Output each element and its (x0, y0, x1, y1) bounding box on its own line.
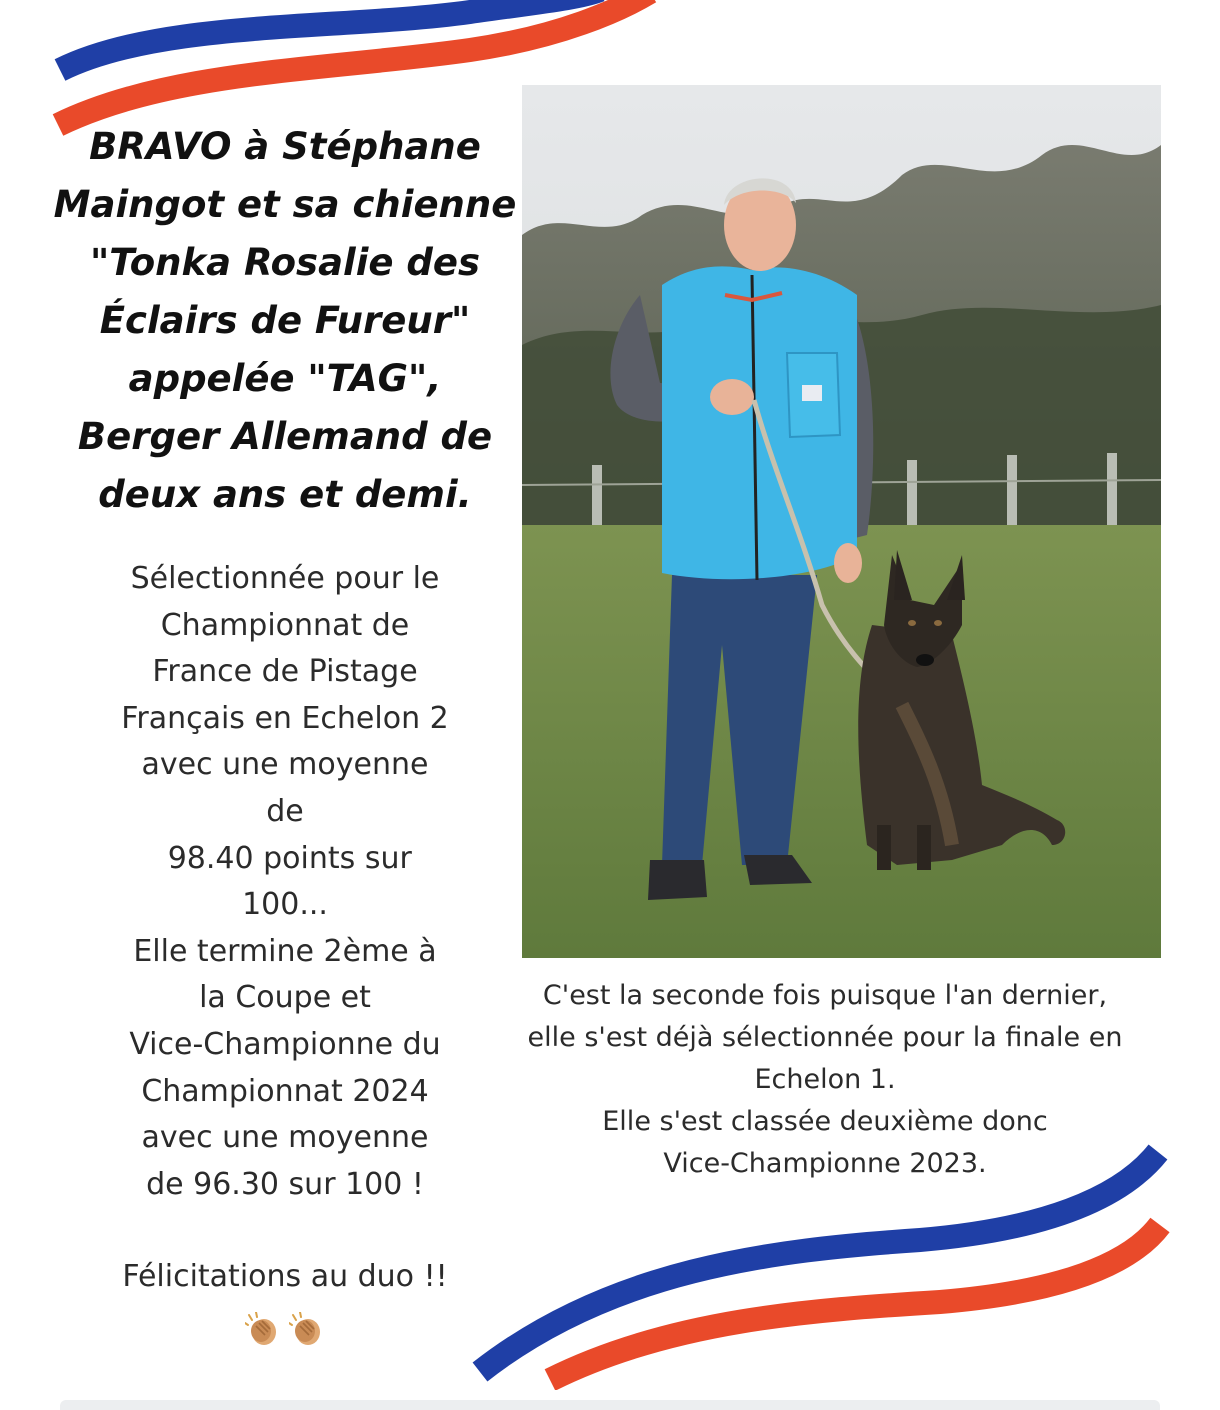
body-line: Français en Echelon 2 (121, 700, 449, 736)
body-line: 100... (242, 887, 328, 923)
body-line: Sélectionnée pour le (130, 561, 440, 596)
clapping-hands-row (240, 1310, 330, 1350)
headline-line: BRAVO à Stéphane (89, 125, 481, 168)
body-line: Vice-Championne du (129, 1026, 441, 1062)
clapping-hands-icon (289, 1312, 325, 1348)
tricolor-ribbon-bottom (440, 1130, 1180, 1390)
photo-illustration (522, 85, 1161, 958)
caption-line: Echelon 1. (754, 1064, 896, 1095)
clapping-hands-icon (245, 1312, 281, 1348)
headline (40, 118, 530, 524)
body-line: la Coupe et (199, 980, 371, 1016)
body-line: de (266, 793, 304, 829)
headline-line: Maingot et sa chienne (53, 183, 517, 226)
next-post-edge (60, 1400, 1160, 1410)
body-line: avec une moyenne (141, 747, 429, 783)
caption-line: Elle s'est classée deuxième donc (602, 1106, 1048, 1137)
headline-line: Berger Allemand de (77, 415, 493, 458)
body-line: 98.40 points sur (158, 840, 412, 876)
headline-line: deux ans et demi. (98, 473, 472, 516)
body-line: France de Pistage (152, 654, 418, 690)
body-line: Championnat 2024 (141, 1073, 429, 1109)
body-line: Elle termine 2ème à (133, 933, 437, 969)
caption-line: Vice-Championne 2023. (663, 1148, 987, 1179)
body-line: Championnat de (160, 607, 410, 643)
congratulations-line: Félicitations au duo !! (122, 1259, 448, 1295)
handler-and-dog-photo (522, 85, 1161, 958)
body-line: de 96.30 sur 100 ! (146, 1166, 424, 1202)
headline-line: "Tonka Rosalie des (90, 241, 480, 284)
headline-line: Éclairs de Fureur" (99, 299, 471, 342)
caption-line: elle s'est déjà sélectionnée pour la finale en (527, 1022, 1123, 1053)
body-line: avec une moyenne (141, 1120, 429, 1156)
headline-line: appelée "TAG", (128, 357, 442, 400)
caption-line: C'est la seconde fois puisque l'an dernier, (542, 980, 1108, 1011)
